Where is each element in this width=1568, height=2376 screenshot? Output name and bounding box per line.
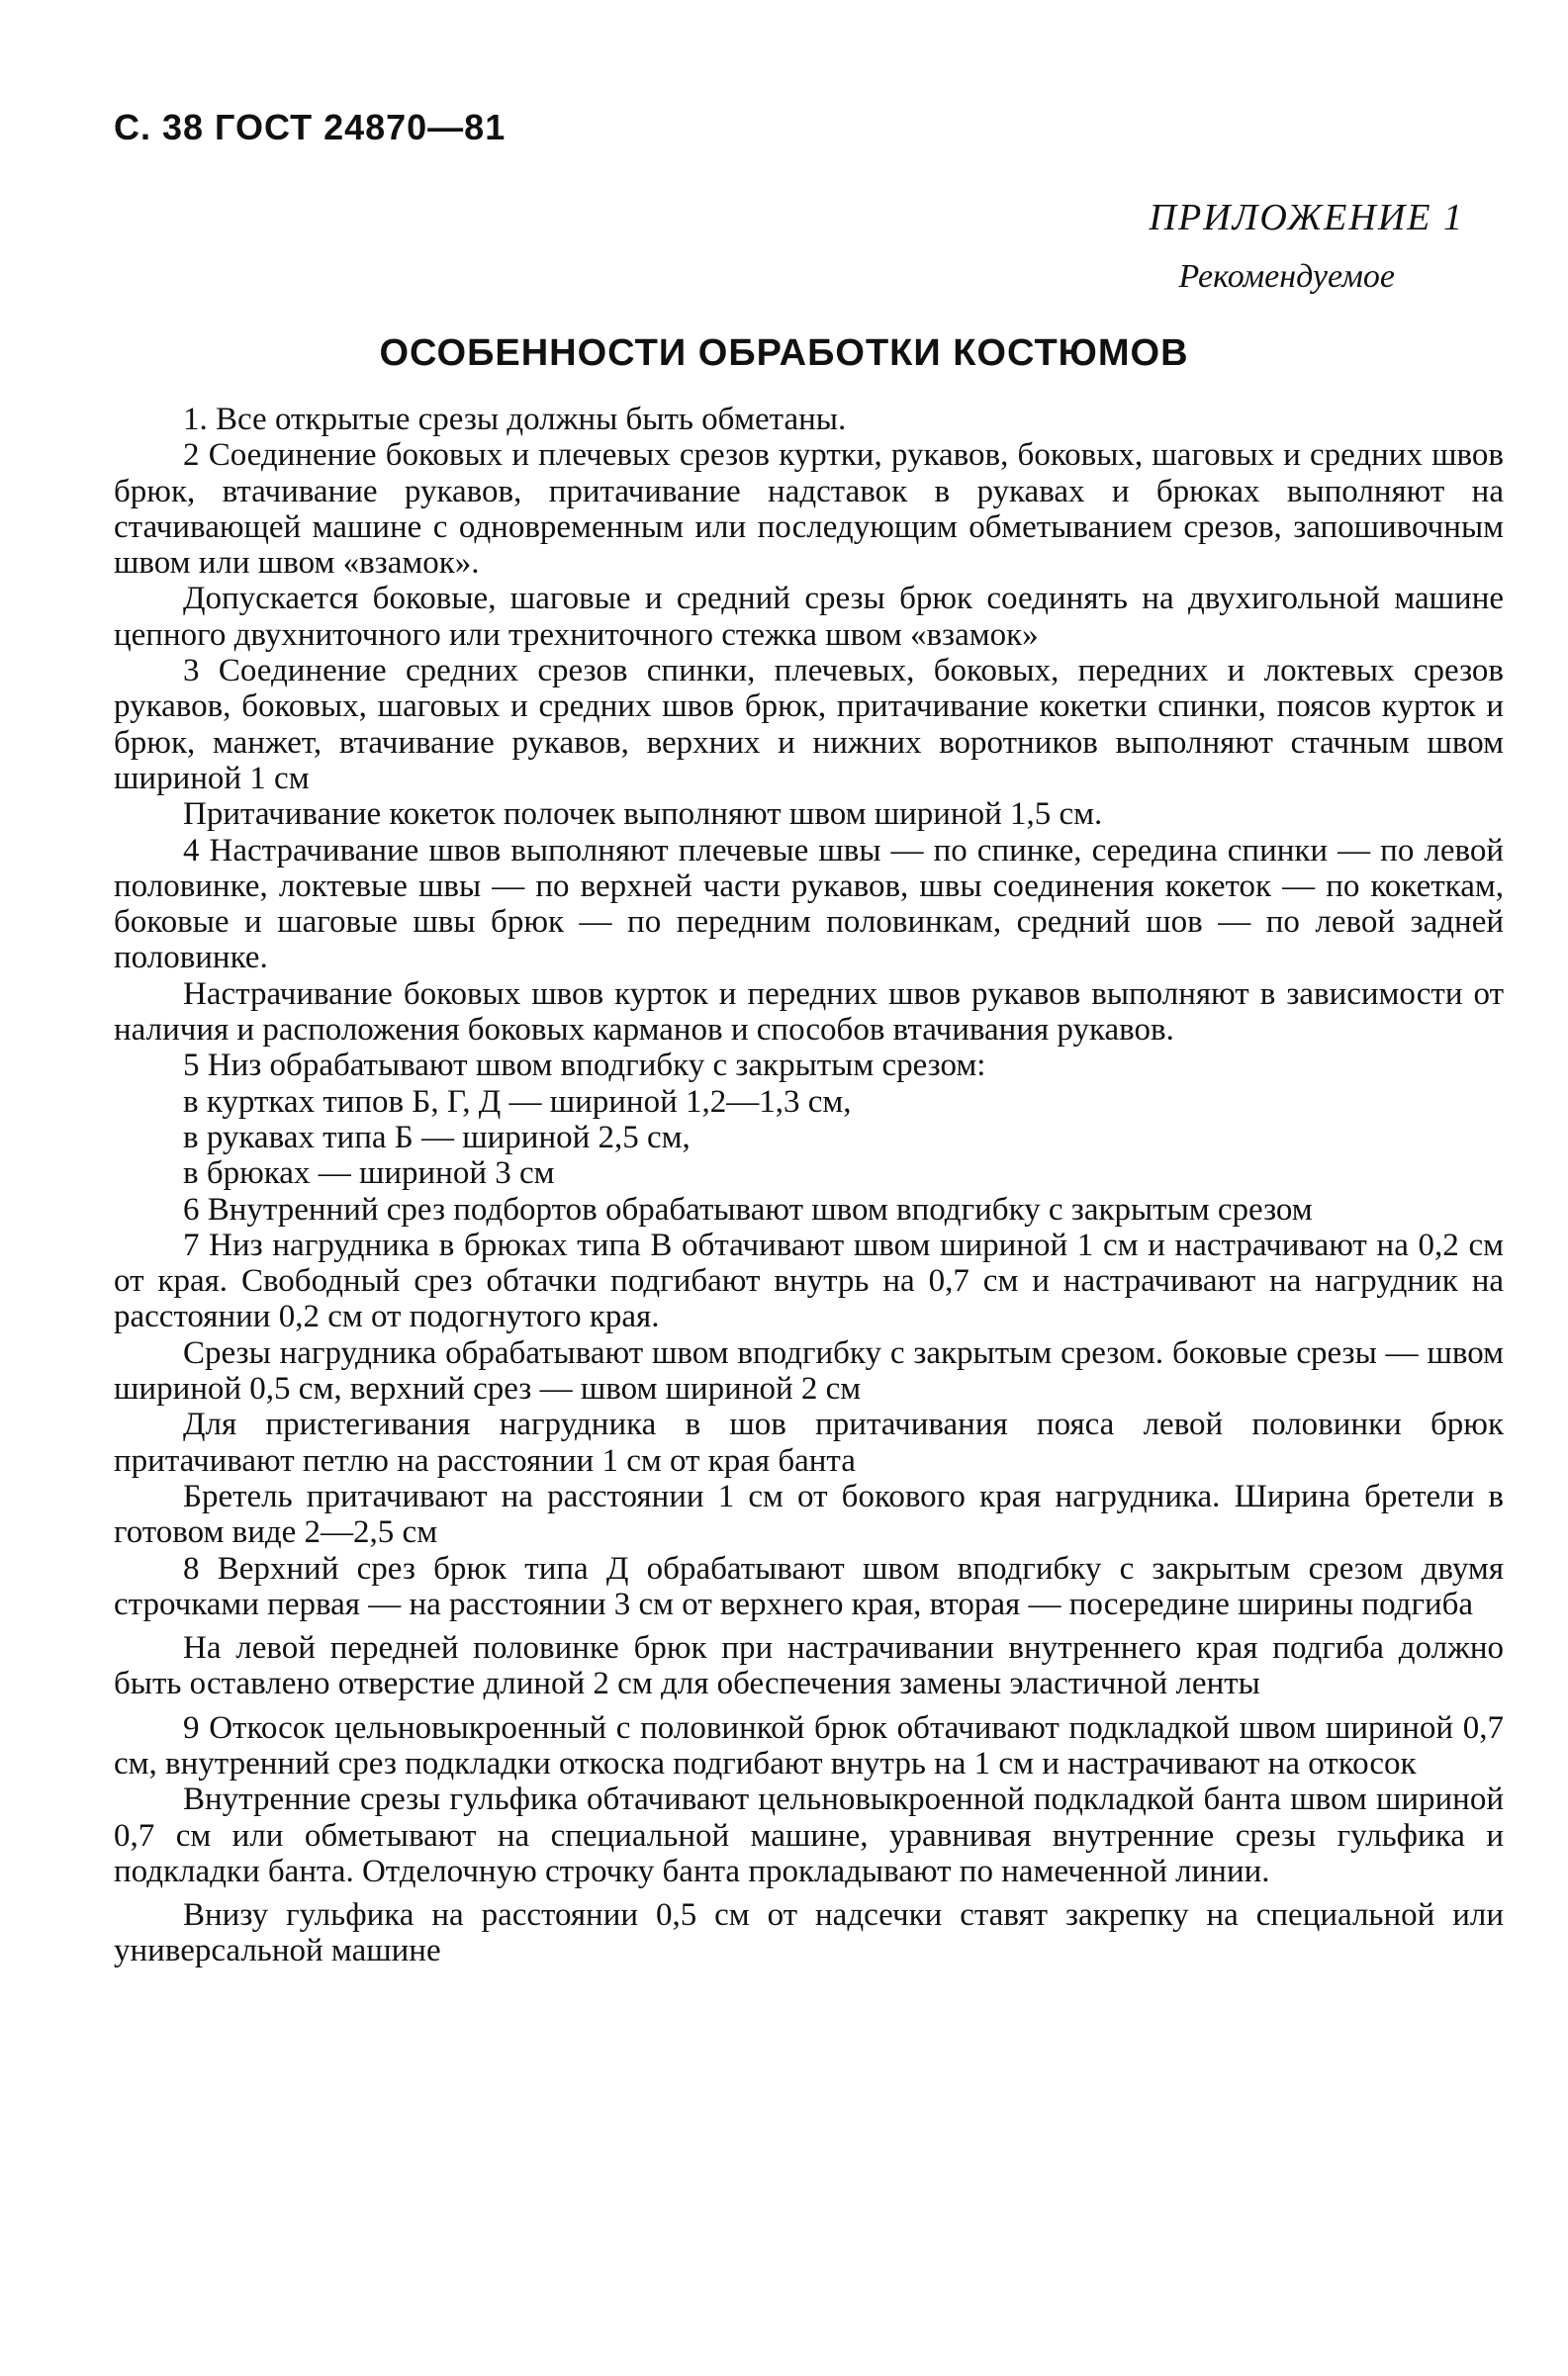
- paragraph-16: 9 Откосок цельновыкроенный с половинкой брюк обтачивают подкладкой швом шириной 0,7 см, внутренний срез подкладки откоска подгибают внутрь на 1 см и настрачивают на откосок: [114, 1709, 1504, 1782]
- list-item: в куртках типов Б, Г, Д — шириной 1,2—1,3 см,: [183, 1083, 852, 1120]
- appendix-subtitle: Рекомендуемое: [1178, 258, 1395, 295]
- paragraph-12: Для пристегивания нагрудника в шов притачивания пояса левой половинки брюк притачивают петлю на расстоянии 1 см от края банта: [114, 1407, 1504, 1479]
- paragraph-7: Настрачивание боковых швов курток и передних швов рукавов выполняют в зависимости от наличия и расположения боковых карманов и способов втачивания рукавов.: [114, 975, 1504, 1049]
- document-title: ОСОБЕННОСТИ ОБРАБОТКИ КОСТЮМОВ: [379, 332, 1189, 374]
- paragraph-14: 8 Верхний срез брюк типа Д обрабатывают швом вподгибку с закрытым срезом двумя строчками первая — на расстоянии 3 см от верхнего края, вторая — посередине ширины подгиба: [114, 1550, 1504, 1622]
- paragraph-4: 3 Соединение средних срезов спинки, плечевых, боковых, передних и локтевых срезов рукавов, боковых, шаговых и средних швов брюк, притачивание кокетки спинки, поясов курток и брюк, манжет, втачивание рукавов, верхних и нижних воротников выполняют стачным швом шириной 1 см: [114, 653, 1504, 796]
- paragraph-5: Притачивание кокеток полочек выполняют швом шириной 1,5 см.: [183, 796, 1103, 833]
- paragraph-8: 5 Низ обрабатывают швом вподгибку с закрытым срезом:: [183, 1048, 986, 1084]
- paragraph-15: На левой передней половинке брюк при настрачивании внутреннего края подгиба должно быть оставлено отверстие длиной 2 см для обеспечения замены эластичной ленты: [114, 1630, 1504, 1702]
- paragraph-2: 2 Соединение боковых и плечевых срезов куртки, рукавов, боковых, шаговых и средних швов брюк, втачивание рукавов, притачивание надставок в рукавах и брюках выполняют на стачивающей машине с одновременным или последующим обметыванием срезов, запошивочным швом или швом «взамок».: [114, 437, 1504, 582]
- appendix-title: ПРИЛОЖЕНИЕ 1: [1149, 197, 1464, 238]
- appendix-label: [1150, 193, 1464, 302]
- paragraph-10: 7 Низ нагрудника в брюках типа В обтачивают швом шириной 1 см и настрачивают на 0,2 см от края. Свободный срез обтачки подгибают внутрь на 0,7 см и настрачивают на нагрудник на расстоянии 0,2 см от подогнутого края.: [114, 1227, 1504, 1335]
- paragraph-18: Внизу гульфика на расстоянии 0,5 см от надсечки ставят закрепку на специальной или универсальной машине: [114, 1897, 1504, 1969]
- list-item: в брюках — шириной 3 см: [183, 1155, 555, 1192]
- paragraph-17: Внутренние срезы гульфика обтачивают цельновыкроенной подкладкой банта швом шириной 0,7 см или обметывают на специальной машине, уравнивая внутренние срезы гульфика и подкладки банта. Отделочную строчку банта прокладывают по намеченной линии.: [114, 1782, 1504, 1889]
- paragraph-3: Допускается боковые, шаговые и средний срезы брюк соединять на двухигольной машине цепного двухниточного или трехниточного стежка швом «взамок»: [114, 581, 1504, 653]
- document-body: [114, 402, 1504, 1969]
- paragraph-9: 6 Внутренний срез подбортов обрабатывают швом вподгибку с закрытым срезом: [183, 1191, 1313, 1228]
- paragraph-13: Бретель притачивают на расстоянии 1 см от бокового края нагрудника. Ширина бретели в готовом виде 2—2,5 см: [114, 1478, 1504, 1551]
- page-header: С. 38 ГОСТ 24870—81: [114, 107, 507, 147]
- paragraph-1: 1. Все открытые срезы должны быть обметаны.: [183, 402, 847, 437]
- list-item: в рукавах типа Б — шириной 2,5 см,: [183, 1119, 691, 1155]
- paragraph-6: 4 Настрачивание швов выполняют плечевые швы — по спинке, середина спинки — по левой половинке, локтевые швы — по верхней части рукавов, швы соединения кокеток — по кокеткам, боковые и шаговые швы брюк — по передним половинкам, средний шов — по левой задней половинке.: [114, 832, 1504, 976]
- paragraph-11: Срезы нагрудника обрабатывают швом вподгибку с закрытым срезом. боковые срезы — швом шириной 0,5 см, верхний срез — швом шириной 2 см: [114, 1334, 1504, 1408]
